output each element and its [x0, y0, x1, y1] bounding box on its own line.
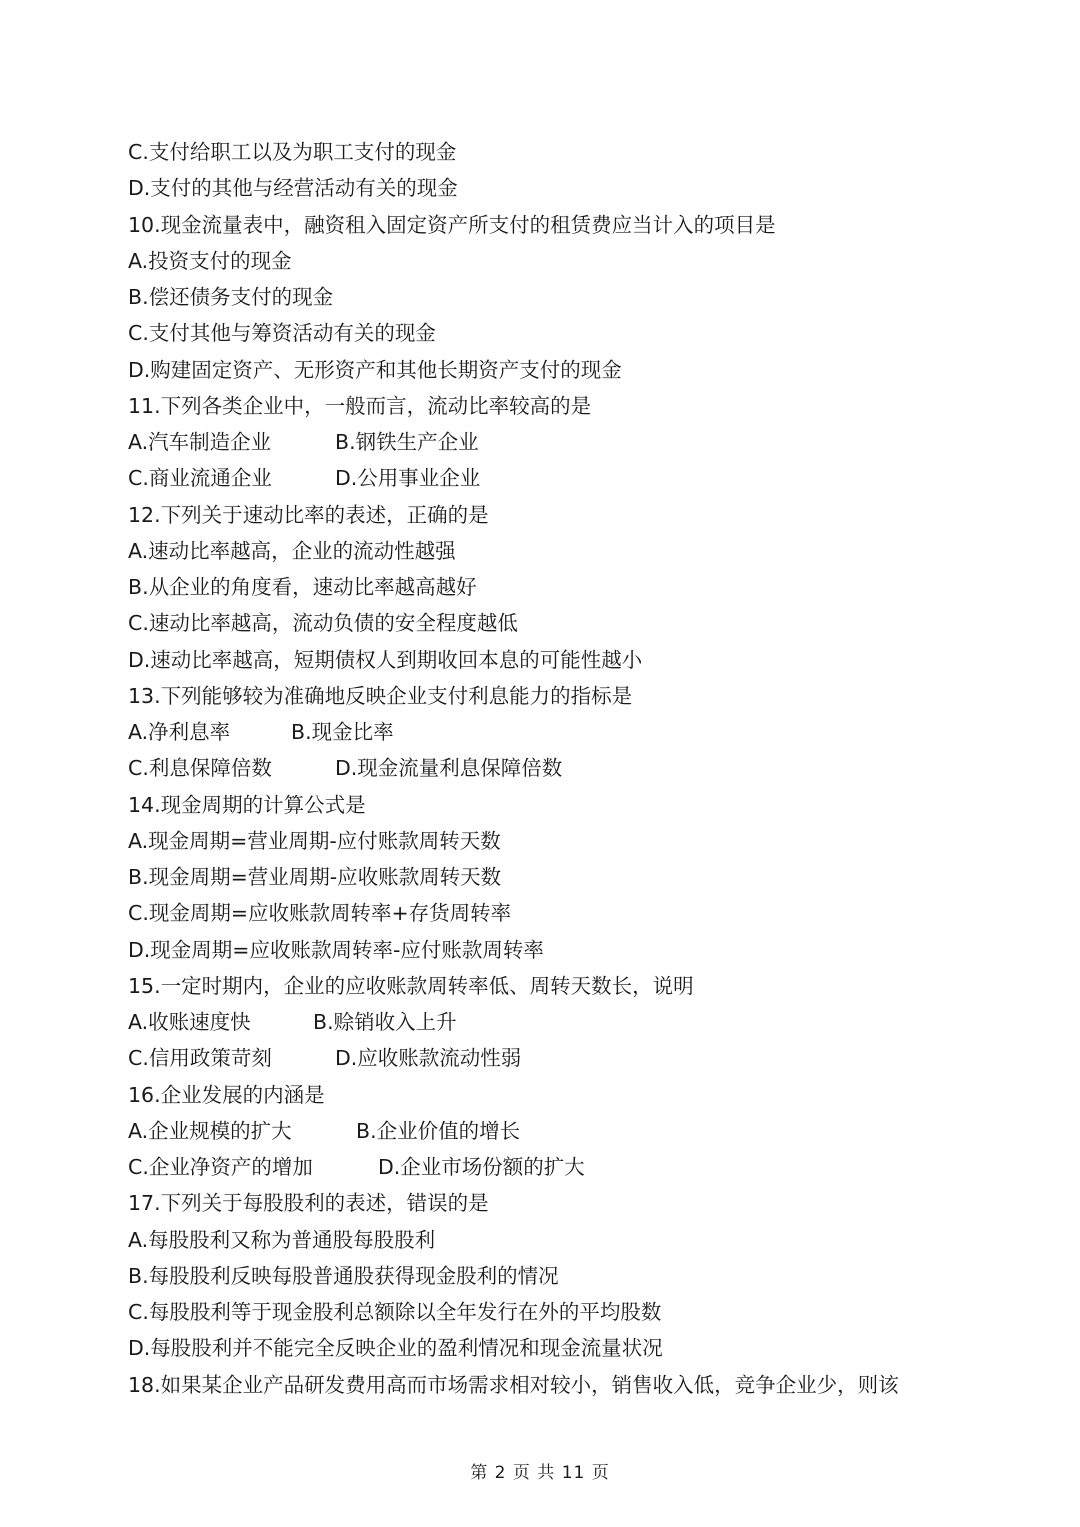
option-text: B.偿还债务支付的现金 — [128, 285, 334, 309]
option-text: D.现金周期=应收账款周转率-应付账款周转率 — [128, 937, 544, 962]
option-text: B.赊销收入上升 — [313, 1010, 457, 1034]
option-text: C.支付给职工以及为职工支付的现金 — [128, 140, 457, 164]
question-stem: 14.现金周期的计算公式是 — [128, 792, 366, 817]
option-text: B.企业价值的增长 — [356, 1118, 521, 1143]
option-text: B.从企业的角度看，速动比率越高越好 — [128, 575, 477, 599]
option-text: D.企业市场份额的扩大 — [378, 1155, 585, 1179]
option-text: A.企业规模的扩大 — [128, 1118, 292, 1143]
option-text: B.现金周期=营业周期-应收账款周转天数 — [128, 865, 502, 889]
option-text: B.钢铁生产企业 — [335, 430, 479, 454]
option-text: C.信用政策苛刻 — [128, 1046, 272, 1071]
option-text: A.速动比率越高，企业的流动性越强 — [128, 538, 456, 563]
option-text: C.现金周期=应收账款周转率+存货周转率 — [128, 901, 512, 926]
option-row — [128, 1004, 988, 1040]
question-stem: 11.下列各类企业中，一般而言，流动比率较高的是 — [128, 393, 592, 418]
option-row — [128, 714, 988, 750]
option-text: C.商业流通企业 — [128, 466, 272, 491]
option-text: A.现金周期=营业周期-应付账款周转天数 — [128, 828, 501, 853]
question-stem: 12.下列关于速动比率的表述，正确的是 — [128, 502, 489, 527]
question-stem: 16.企业发展的内涵是 — [128, 1082, 325, 1107]
page-footer: 第 2 页 共 11 页 — [470, 1463, 610, 1483]
option-text: D.现金流量利息保障倍数 — [335, 756, 563, 781]
option-text: A.收账速度快 — [128, 1010, 251, 1034]
option-text: C.利息保障倍数 — [128, 756, 272, 781]
option-row — [128, 750, 988, 786]
option-text: D.公用事业企业 — [335, 466, 481, 491]
option-row — [128, 1113, 988, 1149]
question-stem: 17.下列关于每股股利的表述，错误的是 — [128, 1191, 489, 1216]
option-text: A.每股股利又称为普通股每股股利 — [128, 1227, 436, 1252]
option-text: D.购建固定资产、无形资产和其他长期资产支付的现金 — [128, 357, 622, 382]
option-text: A.净利息率 — [128, 720, 231, 744]
option-text: A.汽车制造企业 — [128, 430, 272, 454]
option-text: D.应收账款流动性弱 — [335, 1046, 522, 1071]
question-stem: 13.下列能够较为准确地反映企业支付利息能力的指标是 — [128, 683, 633, 708]
question-text — [128, 134, 988, 1403]
option-row — [128, 1040, 988, 1076]
option-text: C.每股股利等于现金股利总额除以全年发行在外的平均股数 — [128, 1300, 662, 1324]
question-stem: 18.如果某企业产品研发费用高而市场需求相对较小，销售收入低，竞争企业少，则该 — [128, 1372, 899, 1397]
option-row — [128, 460, 988, 496]
question-stem: 10.现金流量表中，融资租入固定资产所支付的租赁费应当计入的项目是 — [128, 212, 776, 237]
option-text: D.速动比率越高，短期债权人到期收回本息的可能性越小 — [128, 647, 643, 672]
option-text: C.企业净资产的增加 — [128, 1155, 313, 1179]
option-text: B.每股股利反映每股普通股获得现金股利的情况 — [128, 1263, 559, 1288]
option-text: C.速动比率越高，流动负债的安全程度越低 — [128, 611, 518, 636]
option-text: B.现金比率 — [291, 720, 394, 744]
option-text: D.支付的其他与经营活动有关的现金 — [128, 176, 458, 201]
option-row — [128, 1149, 988, 1185]
option-text: C.支付其他与筹资活动有关的现金 — [128, 321, 436, 346]
option-text: D.每股股利并不能完全反映企业的盈利情况和现金流量状况 — [128, 1336, 663, 1361]
question-stem: 15.一定时期内，企业的应收账款周转率低、周转天数长，说明 — [128, 973, 694, 998]
option-text: A.投资支付的现金 — [128, 248, 292, 273]
option-row — [128, 424, 988, 460]
